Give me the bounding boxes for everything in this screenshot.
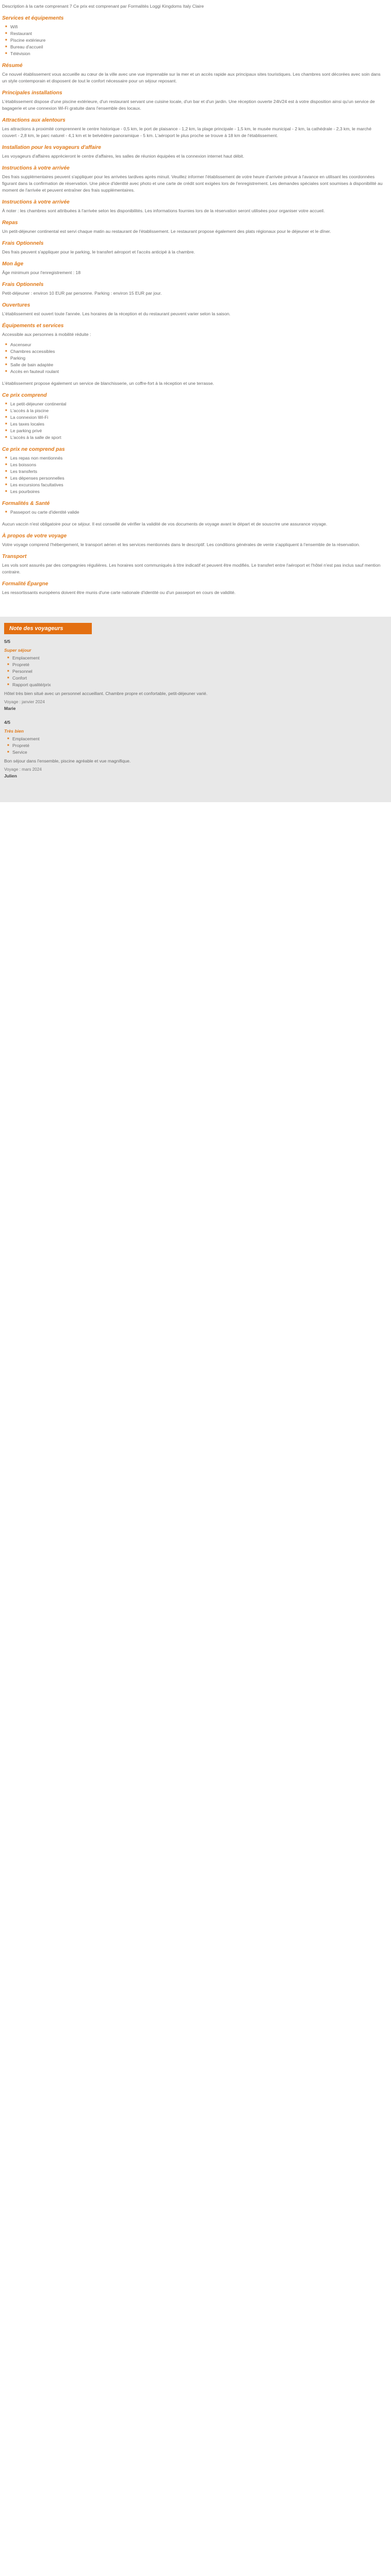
formalite-epargne-text: Les ressortissants européens doivent être munis d'une carte nationale d'identité ou d'un passeport en cours de validité.	[2, 590, 236, 595]
equipements-list	[2, 342, 386, 375]
equipements-item: ■ Accès en fauteuil roulant	[5, 368, 386, 375]
section-title-attractions: Attractions aux alentours	[2, 117, 66, 123]
ce-prix-item: ■ L'accès à la salle de sport	[5, 434, 386, 441]
section-title-transport: Transport	[2, 554, 27, 560]
review-criteria-item: ■ Propreté	[7, 742, 386, 749]
section-title-installation: Installation pour les voyageurs d'affaire	[2, 145, 101, 150]
section-frais	[2, 240, 386, 256]
section-title-services: Services et équipements	[2, 15, 64, 21]
review-card	[0, 719, 391, 779]
section-formalite-epargne	[2, 581, 386, 596]
ne-comprend-item: ■ Les repas non mentionnés	[5, 455, 386, 462]
propos-text: Votre voyage comprend l'hébergement, le transport aérien et les services mentionnés dans le descriptif. Les conditions générales de vente s'appliquent à l'ensemble de la réservation.	[2, 542, 360, 547]
equipements-item: ■ Salle de bain adaptée	[5, 362, 386, 368]
ne-comprend-item: ■ Les excursions facultatives	[5, 482, 386, 488]
section-title-instructions-arrivee: Instructions à votre arrivée	[2, 165, 70, 171]
section-ne-comprend	[2, 446, 386, 495]
mon-age-text: Âge minimum pour l'enregistrement : 18	[2, 270, 81, 275]
equipements-text: L'établissement propose également un service de blanchisserie, un coffre-fort à la réception et une terrasse.	[2, 381, 214, 386]
section-ce-prix	[2, 392, 386, 441]
section-installation	[2, 144, 386, 160]
section-title-repas: Repas	[2, 220, 18, 226]
services-item: ■ Télévision	[5, 50, 386, 57]
resume-text: Ce nouvel établissement vous accueille au cœur de la ville avec une vue imprenable sur la mer et un accès rapide aux principaux sites touristiques. Les chambres sont décorées avec soin dans un style contemporain et disposent de tout le confort nécessaire pour un séjour reposant.	[2, 72, 381, 83]
section-title-frais: Frais Optionnels	[2, 241, 44, 246]
instructions-reservation-text: À noter : les chambres sont attribuées à l'arrivée selon les disponibilités. Les informations fournies lors de la réservation seront utilisées pour organiser votre accueil.	[2, 208, 325, 213]
section-propos	[2, 533, 386, 548]
review-heading: Super séjour	[4, 648, 31, 653]
section-title-formalites: Formalités & Santé	[2, 501, 50, 506]
section-mon-age	[2, 261, 386, 276]
intro-line: Description à la carte comprenant 7 Ce prix est comprenant par Formalités Loggi Kingdoms Italy Claire	[2, 4, 204, 9]
review-text: Hôtel très bien situé avec un personnel accueillant. Chambre propre et confortable, petit-déjeuner varié.	[4, 691, 208, 696]
review-date: Voyage : mars 2024	[4, 767, 42, 772]
repas-text: Un petit-déjeuner continental est servi chaque matin au restaurant de l'établissement. Le restaurant propose également des plats régionaux pour le déjeuner et le dîner.	[2, 229, 331, 234]
ce-prix-item: ■ Le petit-déjeuner continental	[5, 401, 386, 408]
review-card	[0, 638, 391, 712]
section-frais-2	[2, 281, 386, 297]
formalites-list	[2, 509, 386, 516]
services-item: ■ Piscine extérieure	[5, 37, 386, 44]
ne-comprend-item: ■ Les transferts	[5, 468, 386, 475]
ne-comprend-item: ■ Les pourboires	[5, 488, 386, 495]
review-criteria-list	[4, 655, 386, 688]
section-title-ce-prix: Ce prix comprend	[2, 393, 47, 398]
services-list	[2, 24, 386, 57]
ce-prix-item: ■ La connexion Wi-Fi	[5, 414, 386, 421]
formalites-item: ■ Passeport ou carte d'identité valide	[5, 509, 386, 516]
section-title-mon-age: Mon âge	[2, 261, 24, 267]
reviews-header: Note des voyageurs	[4, 623, 92, 634]
frais-2-text: Petit-déjeuner : environ 10 EUR par personne. Parking : environ 15 EUR par jour.	[2, 291, 162, 296]
review-score: 4/5	[4, 720, 10, 725]
section-title-instructions-reservation: Instructions à votre arrivée	[2, 199, 70, 205]
section-ouverture	[2, 302, 386, 317]
services-item: ■ Restaurant	[5, 30, 386, 37]
review-criteria-item: ■ Personnel	[7, 668, 386, 675]
section-title-frais-2: Frais Optionnels	[2, 282, 44, 287]
section-equipements	[2, 323, 386, 387]
installation-text: Les voyageurs d'affaires apprécieront le centre d'affaires, les salles de réunion équipées et la connexion internet haut débit.	[2, 154, 245, 159]
review-criteria-item: ■ Confort	[7, 675, 386, 682]
ce-prix-item: ■ Les taxes locales	[5, 421, 386, 428]
reviews-panel	[0, 617, 391, 802]
review-criteria-item: ■ Emplacement	[7, 736, 386, 742]
review-heading: Très bien	[4, 728, 24, 734]
section-principales	[2, 90, 386, 112]
equipements-item: ■ Parking	[5, 355, 386, 362]
formalites-text: Aucun vaccin n'est obligatoire pour ce séjour. Il est conseillé de vérifier la validité de vos documents de voyage avant le départ et de souscrire une assurance voyage.	[2, 521, 328, 527]
section-title-propos: À propos de votre voyage	[2, 533, 67, 539]
review-score: 5/5	[4, 639, 10, 644]
review-criteria-item: ■ Rapport qualité/prix	[7, 682, 386, 688]
section-formalites	[2, 500, 386, 528]
section-title-formalite-epargne: Formalité Épargne	[2, 581, 48, 587]
review-criteria-item: ■ Service	[7, 749, 386, 756]
section-title-ne-comprend: Ce prix ne comprend pas	[2, 447, 65, 452]
section-attractions	[2, 117, 386, 139]
equipements-item: ■ Chambres accessibles	[5, 348, 386, 355]
services-item: ■ Wifi	[5, 24, 386, 30]
review-author: Marie	[4, 706, 16, 711]
section-title-ouverture: Ouvertures	[2, 302, 30, 308]
principales-text: L'établissement dispose d'une piscine extérieure, d'un restaurant servant une cuisine locale, d'un bar et d'un jardin. Une réception ouverte 24h/24 est à votre disposition ainsi qu'un service de bagagerie et une connexion Wi-Fi gratuite dans l'ensemble des locaux.	[2, 99, 375, 111]
review-criteria-item: ■ Emplacement	[7, 655, 386, 662]
equipements-item: ■ Ascenseur	[5, 342, 386, 348]
section-title-resume: Résumé	[2, 63, 23, 69]
transport-text: Les vols sont assurés par des compagnies régulières. Les horaires sont communiqués à titre indicatif et peuvent être modifiés. Le transfert entre l'aéroport et l'hôtel n'est pas inclus sauf mention contraire.	[2, 563, 381, 574]
section-title-principales: Principales installations	[2, 90, 62, 96]
services-item: ■ Bureau d'accueil	[5, 44, 386, 50]
ouverture-text: L'établissement est ouvert toute l'année. Les horaires de la réception et du restaurant peuvent varier selon la saison.	[2, 311, 231, 316]
frais-text: Des frais peuvent s'appliquer pour le parking, le transfert aéroport et l'accès anticipé à la chambre.	[2, 249, 195, 255]
equipements-intro: Accessible aux personnes à mobilité réduite :	[2, 332, 91, 337]
ce-prix-item: ■ Le parking privé	[5, 428, 386, 434]
page-root	[0, 3, 391, 2576]
section-instructions-arrivee	[2, 165, 386, 194]
ne-comprend-item: ■ Les boissons	[5, 462, 386, 468]
review-author: Julien	[4, 773, 17, 778]
section-transport	[2, 553, 386, 575]
instructions-arrivee-text: Des frais supplémentaires peuvent s'appliquer pour les arrivées tardives après minuit. Veuillez informer l'établissement de votre heure d'arrivée prévue à l'avance en utilisant les coordonnées figurant dans la confirmation de réservation. Une pièce d'identité avec photo et une carte de crédit sont exigées lors de l'enregistrement. Les demandes spéciales sont soumises à disponibilité au moment de l'arrivée et peuvent entraîner des frais supplémentaires.	[2, 174, 383, 193]
section-resume	[2, 62, 386, 84]
review-text: Bon séjour dans l'ensemble, piscine agréable et vue magnifique.	[4, 758, 131, 764]
review-date: Voyage : janvier 2024	[4, 700, 45, 704]
review-criteria-item: ■ Propreté	[7, 662, 386, 668]
section-services	[2, 15, 386, 57]
section-title-equipements: Équipements et services	[2, 323, 64, 329]
ne-comprend-list	[2, 455, 386, 495]
section-instructions-reservation	[2, 199, 386, 214]
section-repas	[2, 219, 386, 235]
ne-comprend-item: ■ Les dépenses personnelles	[5, 475, 386, 482]
ce-prix-item: ■ L'accès à la piscine	[5, 408, 386, 414]
attractions-text: Les attractions à proximité comprennent le centre historique - 0,5 km, le port de plaisance - 1,2 km, la plage principale - 1,5 km, le musée municipal - 2 km, la cathédrale - 2,3 km, le marché couvert - 2,8 km, le parc naturel - 4,1 km et le belvédère panoramique - 5 km. L'aéroport le plus proche se trouve à 18 km de l'établissement.	[2, 126, 371, 138]
hotel-description	[0, 3, 391, 596]
ce-prix-list	[2, 401, 386, 441]
review-criteria-list	[4, 736, 386, 756]
